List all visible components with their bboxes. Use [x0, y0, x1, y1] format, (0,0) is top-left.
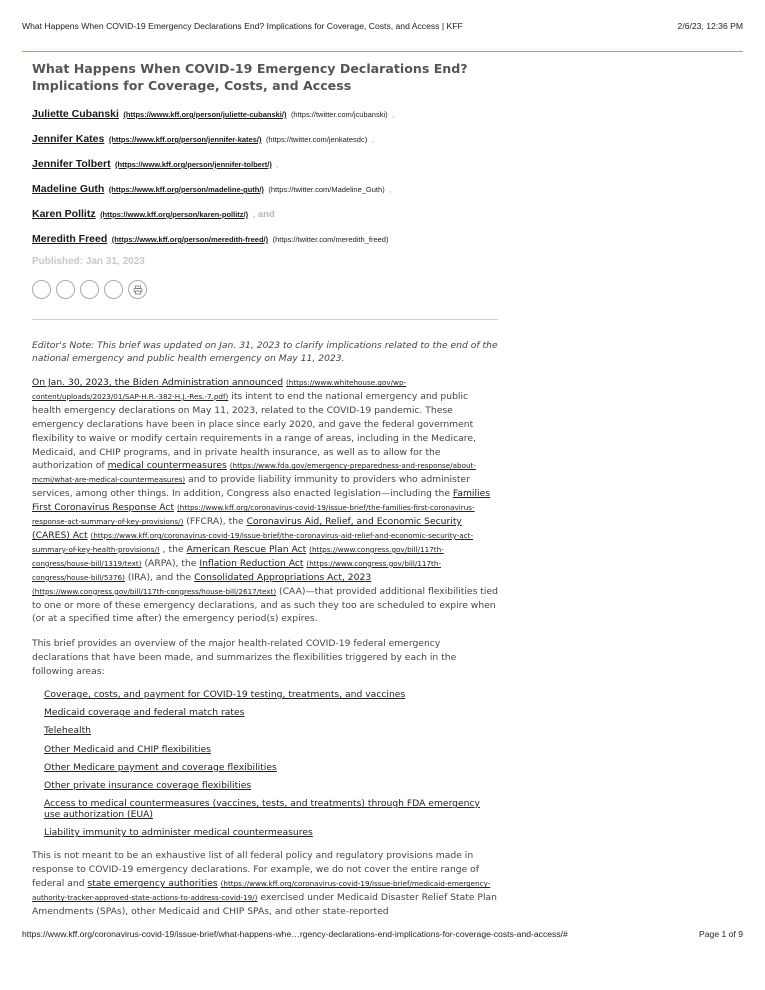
author-separator: , — [392, 110, 395, 119]
scope-paragraph: This is not meant to be an exhaustive list of all federal policy and regulatory provisions made in response to COVID-19 emergency declarations. For example, we do not cover the entire range of federal and state emergency authorities (https://www.kff.org/coronavirus-covid-19/issue-brief/medicaid-emergency-authority-tracker-approved-state-actions-to-address-covid-19/) exercised under Medicaid Disaster Relief State Plan Amendments (SPAs), other Medicaid and CHIP SPAs, and other state-reported — [32, 850, 497, 917]
share-facebook-icon[interactable] — [32, 280, 51, 299]
author-item — [32, 106, 498, 131]
author-item — [32, 181, 498, 206]
author-profile-url[interactable]: (https://www.kff.org/person/jennifer-tolbert/) — [115, 160, 272, 169]
area-link[interactable]: Telehealth — [44, 725, 91, 737]
author-item — [32, 206, 498, 231]
area-link[interactable]: Coverage, costs, and payment for COVID-19 testing, treatments, and vaccines — [44, 689, 406, 701]
author-profile-url[interactable]: (https://www.kff.org/person/madeline-guth/) — [108, 185, 264, 194]
author-twitter-url[interactable]: (https://twitter.com/Madeline_Guth) — [268, 185, 385, 194]
author-twitter-url[interactable]: (https://twitter.com/jenkatesdc) — [265, 135, 368, 144]
area-link[interactable]: Other private insurance coverage flexibilities — [44, 779, 252, 791]
link-url[interactable]: (https://www.fda.gov/emergency-preparedness-and-response/about-mcmi/what-are-medical-countermeasures) — [32, 461, 476, 485]
area-link[interactable]: Access to medical countermeasures (vaccines, tests, and treatments) through FDA emergency use authorization (EUA) — [44, 798, 480, 821]
list-item — [44, 762, 498, 773]
areas-list — [44, 689, 498, 838]
author-name-link[interactable]: Madeline Guth — [32, 183, 105, 195]
author-profile-url[interactable]: (https://www.kff.org/person/karen-pollitz/) — [100, 210, 249, 219]
area-link[interactable]: Other Medicare payment and coverage flexibilities — [44, 761, 277, 773]
author-separator: , — [371, 135, 374, 144]
author-profile-url[interactable]: (https://www.kff.org/person/meredith-freed/) — [111, 235, 269, 244]
author-list — [32, 106, 498, 256]
author-separator: , — [276, 160, 279, 169]
page-number: Page 1 of 9 — [699, 929, 743, 939]
header-rule — [22, 51, 743, 52]
medical-countermeasures-link[interactable]: medical countermeasures — [107, 460, 227, 472]
printer-icon — [133, 285, 143, 295]
author-twitter-url[interactable]: (https://twitter.com/jcubanski) — [290, 110, 388, 119]
article — [32, 61, 498, 919]
share-bar — [32, 280, 498, 300]
print-page-title: What Happens When COVID-19 Emergency Declarations End? Implications for Coverage, Costs, and Access | KFF — [22, 21, 463, 31]
author-separator: , and — [252, 209, 275, 220]
list-item — [44, 744, 498, 755]
author-profile-url[interactable]: (https://www.kff.org/person/juliette-cubanski/) — [123, 110, 287, 119]
cares-act-link[interactable]: Coronavirus Aid, Relief, and Economic Security (CARES) Act — [32, 516, 462, 541]
print-datetime: 2/6/23, 12:36 PM — [677, 21, 743, 31]
section-divider — [32, 319, 498, 320]
list-item — [44, 689, 498, 700]
author-profile-url[interactable]: (https://www.kff.org/person/jennifer-kates/) — [108, 135, 262, 144]
share-linkedin-icon[interactable] — [80, 280, 99, 299]
list-item — [44, 798, 498, 820]
published-date: Published: Jan 31, 2023 — [32, 256, 145, 267]
overview-paragraph: This brief provides an overview of the major health-related COVID-19 federal emergency declarations that have been made, and summarizes the flexibilities triggered by each in the following areas: — [32, 638, 457, 678]
link-url[interactable]: (https://www.congress.gov/bill/117th-congress/house-bill/1319/text) — [32, 544, 444, 568]
share-email-icon[interactable] — [104, 280, 123, 299]
area-link[interactable]: Liability immunity to administer medical countermeasures — [44, 827, 313, 839]
author-name-link[interactable]: Karen Pollitz — [32, 208, 96, 220]
arpa-link[interactable]: American Rescue Plan Act — [186, 543, 307, 555]
author-name-link[interactable]: Juliette Cubanski — [32, 108, 119, 120]
link-url[interactable]: (https://www.kff.org/coronavirus-covid-19/issue-brief/medicaid-emergency-authority-tracker-approved-state-actions-to-address-covid-19/) — [32, 879, 491, 903]
list-item — [44, 827, 498, 838]
author-separator: , — [389, 185, 392, 194]
author-name-link[interactable]: Jennifer Tolbert — [32, 158, 111, 170]
link-url[interactable]: (https://www.whitehouse.gov/wp-content/uploads/2023/01/SAP-H.R.-382-H.J.-Res.-7.pdf) — [32, 378, 407, 401]
article-title: What Happens When COVID-19 Emergency Declarations End? Implications for Coverage, Costs, and Access — [32, 61, 468, 93]
intro-paragraph: On Jan. 30, 2023, the Biden Administration announced (https://www.whitehouse.gov/wp-content/uploads/2023/01/SAP-H.R.-382-H.J.-Res.-7.pdf) its intent to end the national emergency and public health emergency declarations on May 11, 2023, related to the COVID-19 pandemic. These emergency declarations have been in place since early 2020, and gave the federal government flexibility to waive or modify certain requirements in a range of areas, including in the Medicare, Medicaid, and CHIP programs, and in private health insurance, as well as to allow for the authorization of medical countermeasures (https://www.fda.gov/emergency-preparedness-and-response/about-mcmi/what-are-medical-countermeasures) and to provide liability immunity to providers who administer services, among other things. In addition, Congress also enacted legislation—including the Families First Coronavirus Response Act (https://www.kff.org/coronavirus-covid-19/issue-brief/the-families-first-coronavirus-response-act-summary-of-key-provisions/) (FFCRA), the Coronavirus Aid, Relief, and Economic Security (CARES) Act (https://www.kff.org/coronavirus-covid-19/issue-brief/the-coronavirus-aid-relief-and-economic-security-act-summary-of-key-health-provisions/) , the American Rescue Plan Act (https://www.congress.gov/bill/117th-congress/house-bill/1319/text) (ARPA), the Inflation Reduction Act (https://www.congress.gov/bill/117th-congress/house-bill/5376) (IRA), and the Consolidated Appropriations Act, 2023 (https://www.congress.gov/bill/117th-congress/house-bill/2617/text) (CAA)—that provided additional flexibilities tied to one or more of these emergency declarations, and as such they too are scheduled to expire when (or at a specified time after) the emergency period(s) expires. — [32, 377, 498, 625]
area-link[interactable]: Other Medicaid and CHIP flexibilities — [44, 743, 212, 755]
author-item — [32, 231, 498, 256]
author-item — [32, 131, 498, 156]
print-button[interactable] — [128, 280, 147, 299]
print-header — [22, 21, 743, 35]
print-page-url: https://www.kff.org/coronavirus-covid-19/issue-brief/what-happens-whe…rgency-declarations-end-implications-for-coverage-costs-and-access/# — [22, 929, 568, 939]
list-item — [44, 707, 498, 718]
share-twitter-icon[interactable] — [56, 280, 75, 299]
link-url[interactable]: (https://www.kff.org/coronavirus-covid-19/issue-brief/the-coronavirus-aid-relief-and-economic-security-act-summary-of-key-health-provisions/) — [32, 530, 474, 554]
link-url[interactable]: (https://www.kff.org/coronavirus-covid-19/issue-brief/the-families-first-coronavirus-response-act-summary-of-key-provisions/) — [32, 503, 475, 527]
list-item — [44, 725, 498, 736]
list-item — [44, 780, 498, 791]
author-name-link[interactable]: Jennifer Kates — [32, 133, 105, 145]
biden-announcement-link[interactable]: On Jan. 30, 2023, the Biden Administration announced — [32, 377, 284, 388]
link-url[interactable]: (https://www.congress.gov/bill/117th-congress/house-bill/5376) — [32, 558, 442, 582]
link-url[interactable]: (https://www.congress.gov/bill/117th-congress/house-bill/2617/text) — [32, 586, 277, 596]
author-name-link[interactable]: Meredith Freed — [32, 233, 108, 245]
ffcra-link[interactable]: Families First Coronavirus Response Act — [32, 488, 491, 514]
ira-link[interactable]: Inflation Reduction Act — [199, 557, 304, 569]
caa-link[interactable]: Consolidated Appropriations Act, 2023 — [194, 571, 372, 583]
author-twitter-url[interactable]: (https://twitter.com/meredith_freed) — [272, 235, 389, 244]
area-link[interactable]: Medicaid coverage and federal match rates — [44, 707, 245, 719]
author-item — [32, 156, 498, 181]
editors-note: Editor's Note: This brief was updated on Jan. 31, 2023 to clarify implications related to the end of the national emergency and public health emergency on May 11, 2023. — [32, 340, 498, 364]
state-emergency-authorities-link[interactable]: state emergency authorities — [87, 878, 218, 890]
